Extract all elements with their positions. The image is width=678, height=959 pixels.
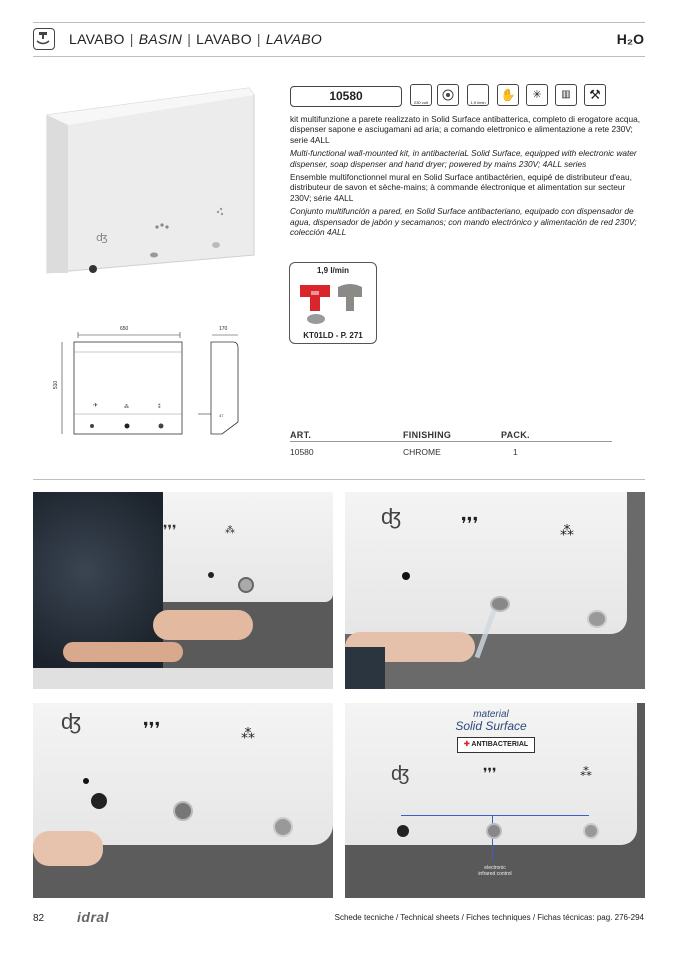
title-separator: | xyxy=(129,31,134,47)
svg-text:⁑: ⁑ xyxy=(158,404,161,410)
title-es: LAVABO xyxy=(265,31,323,47)
antibacterial-badge-label: ANTIBACTERIAL xyxy=(471,741,529,748)
top-rule xyxy=(33,22,645,23)
table-header-finishing: FINISHING xyxy=(403,430,452,440)
photo-hand-dryer: ʤ ❜❜❜ ⁂ xyxy=(33,703,333,898)
svg-text:47: 47 xyxy=(219,413,224,418)
photo-water-dispenser: ʤ ❜❜❜ ⁂ xyxy=(345,492,645,689)
technical-sheets-reference: Schede tecniche / Technical sheets / Fiches techniques / Fichas técnicas: pag. 276-294 xyxy=(334,913,644,922)
depth-dimension: 170 xyxy=(219,326,228,332)
table-cell-finishing: CHROME xyxy=(403,447,441,457)
page-number: 82 xyxy=(33,913,45,924)
feature-caption: 230 volt xyxy=(413,100,428,105)
technical-drawing xyxy=(48,322,248,440)
hand-sensor-icon: ✋ xyxy=(497,84,519,106)
page-title xyxy=(69,31,322,47)
aerator-key-icon xyxy=(294,277,372,327)
antibacterial-badge xyxy=(457,737,535,753)
svg-text:✈: ✈ xyxy=(93,403,99,409)
feature-caption: 1,9 l/min xyxy=(470,100,486,105)
antibacterial-swirl-icon xyxy=(437,84,459,106)
description-it: kit multifunzione a parete realizzato in Solid Surface antibatterica, completo di erogatore acqua, dispenser sapone e asciugamani ad aria; a comando elettronico e alimentazione a rete 230V; serie 4ALL xyxy=(290,114,641,145)
table-cell-pack: 1 xyxy=(513,447,518,457)
water-spray-icon: ✳ xyxy=(526,84,548,106)
material-line1: material xyxy=(473,709,509,720)
table-header-art: ART. xyxy=(290,430,312,440)
kit-flow-rate: 1,9 l/min xyxy=(316,266,349,275)
title-it: LAVABO xyxy=(69,31,125,47)
height-dimension: 510 xyxy=(53,380,60,390)
photo-woman-washing: ❜❜❜ ⁂ xyxy=(33,492,333,689)
description-es: Conjunto multifunción a pared, en Solid Surface antibacteriano, equipado con dispensador de agua, dispensador de jabón y secamanos; con mando electrónico y alimentación de red 230V; colección 4ALL xyxy=(290,206,637,238)
antibacterial-cross-icon: ✚ xyxy=(463,741,470,748)
svg-text:⁂: ⁂ xyxy=(124,404,129,410)
description-fr: Ensemble multifonctionnel mural en Solid Surface antibactérien, equipé de distributeur d'eau, distributeur de savon et sèche-mains; à commande électronique et alimentation sur secteur 230V; série 4ALL xyxy=(290,172,632,203)
svg-text:ʤ: ʤ xyxy=(96,231,108,244)
control-caption-2: infrared control xyxy=(478,871,512,877)
product-code: 10580 xyxy=(290,86,402,107)
basin-tap-icon xyxy=(33,28,55,50)
table-cell-art: 10580 xyxy=(290,447,314,457)
power-230v-icon xyxy=(410,84,432,106)
material-line2: Solid Surface xyxy=(455,719,527,733)
title-separator: | xyxy=(187,31,192,47)
kit-reference: KT01LD - P. 271 xyxy=(303,331,363,340)
tools-icon: ⚒ xyxy=(584,84,606,106)
aerator-kit-box xyxy=(289,262,377,344)
description-en: Multi-functional wall-mounted kit, in antibacteriaL Solid Surface, equipped with electronic water dispenser, soap dispenser and hand dryer; powered by mains 230V; 4ALL series xyxy=(290,148,637,169)
title-fr: LAVABO xyxy=(196,31,252,47)
product-descriptions xyxy=(290,114,642,240)
brand-name: idral xyxy=(77,909,110,925)
product-render xyxy=(44,85,258,280)
table-rule xyxy=(290,441,612,442)
category-label: H₂O xyxy=(616,31,644,47)
flow-rate-icon xyxy=(467,84,489,106)
table-header-pack: PACK. xyxy=(501,430,530,440)
brand-logo xyxy=(77,909,109,925)
title-separator: | xyxy=(256,31,261,47)
solid-surface-icon: ▥ xyxy=(555,84,577,106)
header-rule xyxy=(33,56,645,57)
photos-rule xyxy=(33,479,645,480)
width-dimension: 650 xyxy=(120,326,129,332)
control-caption-1: electronic xyxy=(484,865,506,871)
photo-solid-surface-detail: material Solid Surface ✚ ANTIBACTERIAL ʤ ❜❜❜ ⁂ electronic infrared control xyxy=(345,703,645,898)
title-en: BASIN xyxy=(138,31,183,47)
